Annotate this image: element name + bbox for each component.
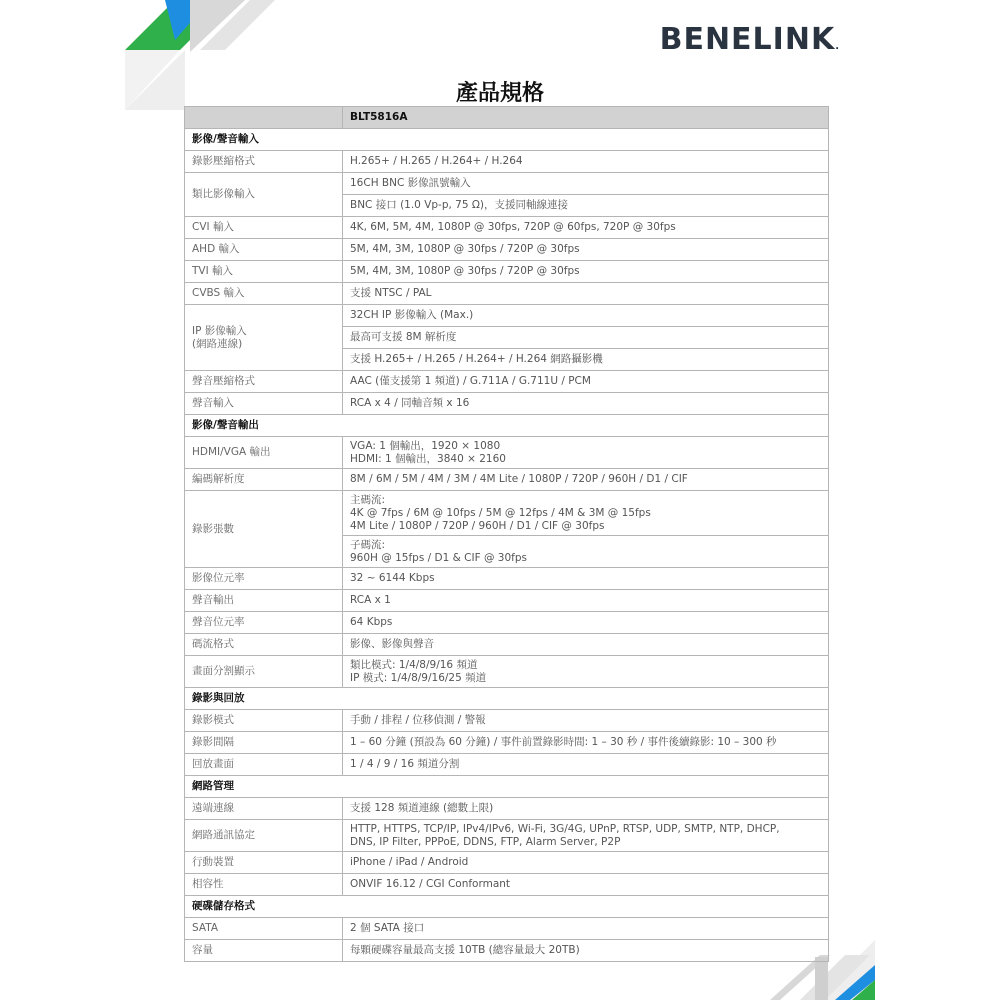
table-row (185, 820, 829, 852)
table-row (185, 491, 829, 536)
spec-value: HTTP, HTTPS, TCP/IP, IPv4/IPv6, Wi-Fi, 3G/4G, UPnP, RTSP, UDP, SMTP, NTP, DHCP, DNS, IP Filter, PPPoE, DDNS, FTP, Alarm Server, P2P (343, 820, 829, 852)
spec-value: 1 – 60 分鐘 (預設為 60 分鐘) / 事件前置錄影時間: 1 – 30 秒 / 事件後續錄影: 10 – 300 秒 (343, 732, 829, 754)
spec-value: AAC (僅支援第 1 頻道) / G.711A / G.711U / PCM (343, 371, 829, 393)
header-blank-cell (185, 107, 343, 129)
spec-label: 類比影像輸入 (185, 173, 343, 217)
spec-value: 5M, 4M, 3M, 1080P @ 30fps / 720P @ 30fps (343, 239, 829, 261)
spec-label: 編碼解析度 (185, 469, 343, 491)
table-row (185, 283, 829, 305)
table-row (185, 469, 829, 491)
spec-label: 網路通訊協定 (185, 820, 343, 852)
table-row (185, 261, 829, 283)
table-row (185, 217, 829, 239)
table-row (185, 852, 829, 874)
spec-value: 影像、影像與聲音 (343, 634, 829, 656)
logo-mark: . (835, 41, 840, 52)
spec-value: 主碼流: 4K @ 7fps / 6M @ 10fps / 5M @ 12fps / 4M & 3M @ 15fps 4M Lite / 1080P / 720P / 960H / D1 / CIF @ 30fps (343, 491, 829, 536)
table-row (185, 437, 829, 469)
spec-value: BNC 接口 (1.0 Vp-p, 75 Ω)，支援同軸線連接 (343, 195, 829, 217)
spec-label: 聲音壓縮格式 (185, 371, 343, 393)
table-row (185, 754, 829, 776)
spec-value: H.265+ / H.265 / H.264+ / H.264 (343, 151, 829, 173)
section-row (185, 129, 829, 151)
spec-value: RCA x 1 (343, 590, 829, 612)
spec-label: 錄影張數 (185, 491, 343, 568)
spec-value: ONVIF 16.12 / CGI Conformant (343, 874, 829, 896)
spec-label: 行動裝置 (185, 852, 343, 874)
spec-value: 每顆硬碟容量最高支援 10TB (總容量最大 20TB) (343, 940, 829, 962)
table-header-row (185, 107, 829, 129)
section-title: 影像/聲音輸出 (185, 415, 829, 437)
section-row (185, 776, 829, 798)
spec-label: CVI 輸入 (185, 217, 343, 239)
table-row (185, 612, 829, 634)
model-header: BLT5816A (343, 107, 829, 129)
spec-value: 32 ~ 6144 Kbps (343, 568, 829, 590)
spec-table (184, 106, 829, 962)
section-row (185, 896, 829, 918)
spec-value: iPhone / iPad / Android (343, 852, 829, 874)
spec-value: 4K, 6M, 5M, 4M, 1080P @ 30fps, 720P @ 60fps, 720P @ 30fps (343, 217, 829, 239)
table-row (185, 710, 829, 732)
table-row (185, 798, 829, 820)
spec-value: 16CH BNC 影像訊號輸入 (343, 173, 829, 195)
spec-value: 5M, 4M, 3M, 1080P @ 30fps / 720P @ 30fps (343, 261, 829, 283)
table-row (185, 371, 829, 393)
section-title: 硬碟儲存格式 (185, 896, 829, 918)
spec-label: 回放畫面 (185, 754, 343, 776)
section-title: 網路管理 (185, 776, 829, 798)
spec-label: 錄影間隔 (185, 732, 343, 754)
spec-value: 手動 / 排程 / 位移偵測 / 警報 (343, 710, 829, 732)
benelink-logo (660, 22, 840, 57)
spec-label: 聲音輸出 (185, 590, 343, 612)
spec-value: 子碼流: 960H @ 15fps / D1 & CIF @ 30fps (343, 536, 829, 568)
section-title: 錄影與回放 (185, 688, 829, 710)
section-row (185, 415, 829, 437)
spec-value: 2 個 SATA 接口 (343, 918, 829, 940)
spec-label: 容量 (185, 940, 343, 962)
section-row (185, 688, 829, 710)
spec-value: 支援 128 頻道連線 (總數上限) (343, 798, 829, 820)
spec-label: 聲音位元率 (185, 612, 343, 634)
spec-label: 錄影壓縮格式 (185, 151, 343, 173)
section-title: 影像/聲音輸入 (185, 129, 829, 151)
page-title: 產品規格 (455, 81, 544, 106)
spec-value: 最高可支援 8M 解析度 (343, 327, 829, 349)
spec-value: 32CH IP 影像輸入 (Max.) (343, 305, 829, 327)
table-row (185, 732, 829, 754)
table-row (185, 393, 829, 415)
spec-value: 類比模式: 1/4/8/9/16 頻道 IP 模式: 1/4/8/9/16/25 頻道 (343, 656, 829, 688)
spec-value: 1 / 4 / 9 / 16 頻道分割 (343, 754, 829, 776)
table-row (185, 940, 829, 962)
spec-label: CVBS 輸入 (185, 283, 343, 305)
spec-label: 畫面分割顯示 (185, 656, 343, 688)
spec-label: AHD 輸入 (185, 239, 343, 261)
table-row (185, 874, 829, 896)
spec-label: 碼流格式 (185, 634, 343, 656)
spec-label: HDMI/VGA 輸出 (185, 437, 343, 469)
logo-text: BENELINK (659, 22, 836, 57)
table-row (185, 918, 829, 940)
spec-label: TVI 輸入 (185, 261, 343, 283)
spec-value: VGA: 1 個輸出，1920 × 1080 HDMI: 1 個輸出，3840 × 2160 (343, 437, 829, 469)
table-row (185, 151, 829, 173)
spec-value: RCA x 4 / 同軸音頻 x 16 (343, 393, 829, 415)
spec-label: 影像位元率 (185, 568, 343, 590)
spec-label: IP 影像輸入 (網路連線) (185, 305, 343, 371)
table-row (185, 173, 829, 195)
table-row (185, 656, 829, 688)
table-row (185, 568, 829, 590)
spec-label: SATA (185, 918, 343, 940)
table-row (185, 634, 829, 656)
spec-value: 64 Kbps (343, 612, 829, 634)
table-row (185, 239, 829, 261)
spec-label: 遠端連線 (185, 798, 343, 820)
table-row (185, 590, 829, 612)
spec-value: 支援 H.265+ / H.265 / H.264+ / H.264 網路攝影機 (343, 349, 829, 371)
spec-value: 8M / 6M / 5M / 4M / 3M / 4M Lite / 1080P / 720P / 960H / D1 / CIF (343, 469, 829, 491)
table-row (185, 305, 829, 327)
spec-label: 聲音輸入 (185, 393, 343, 415)
spec-label: 相容性 (185, 874, 343, 896)
spec-value: 支援 NTSC / PAL (343, 283, 829, 305)
spec-label: 錄影模式 (185, 710, 343, 732)
